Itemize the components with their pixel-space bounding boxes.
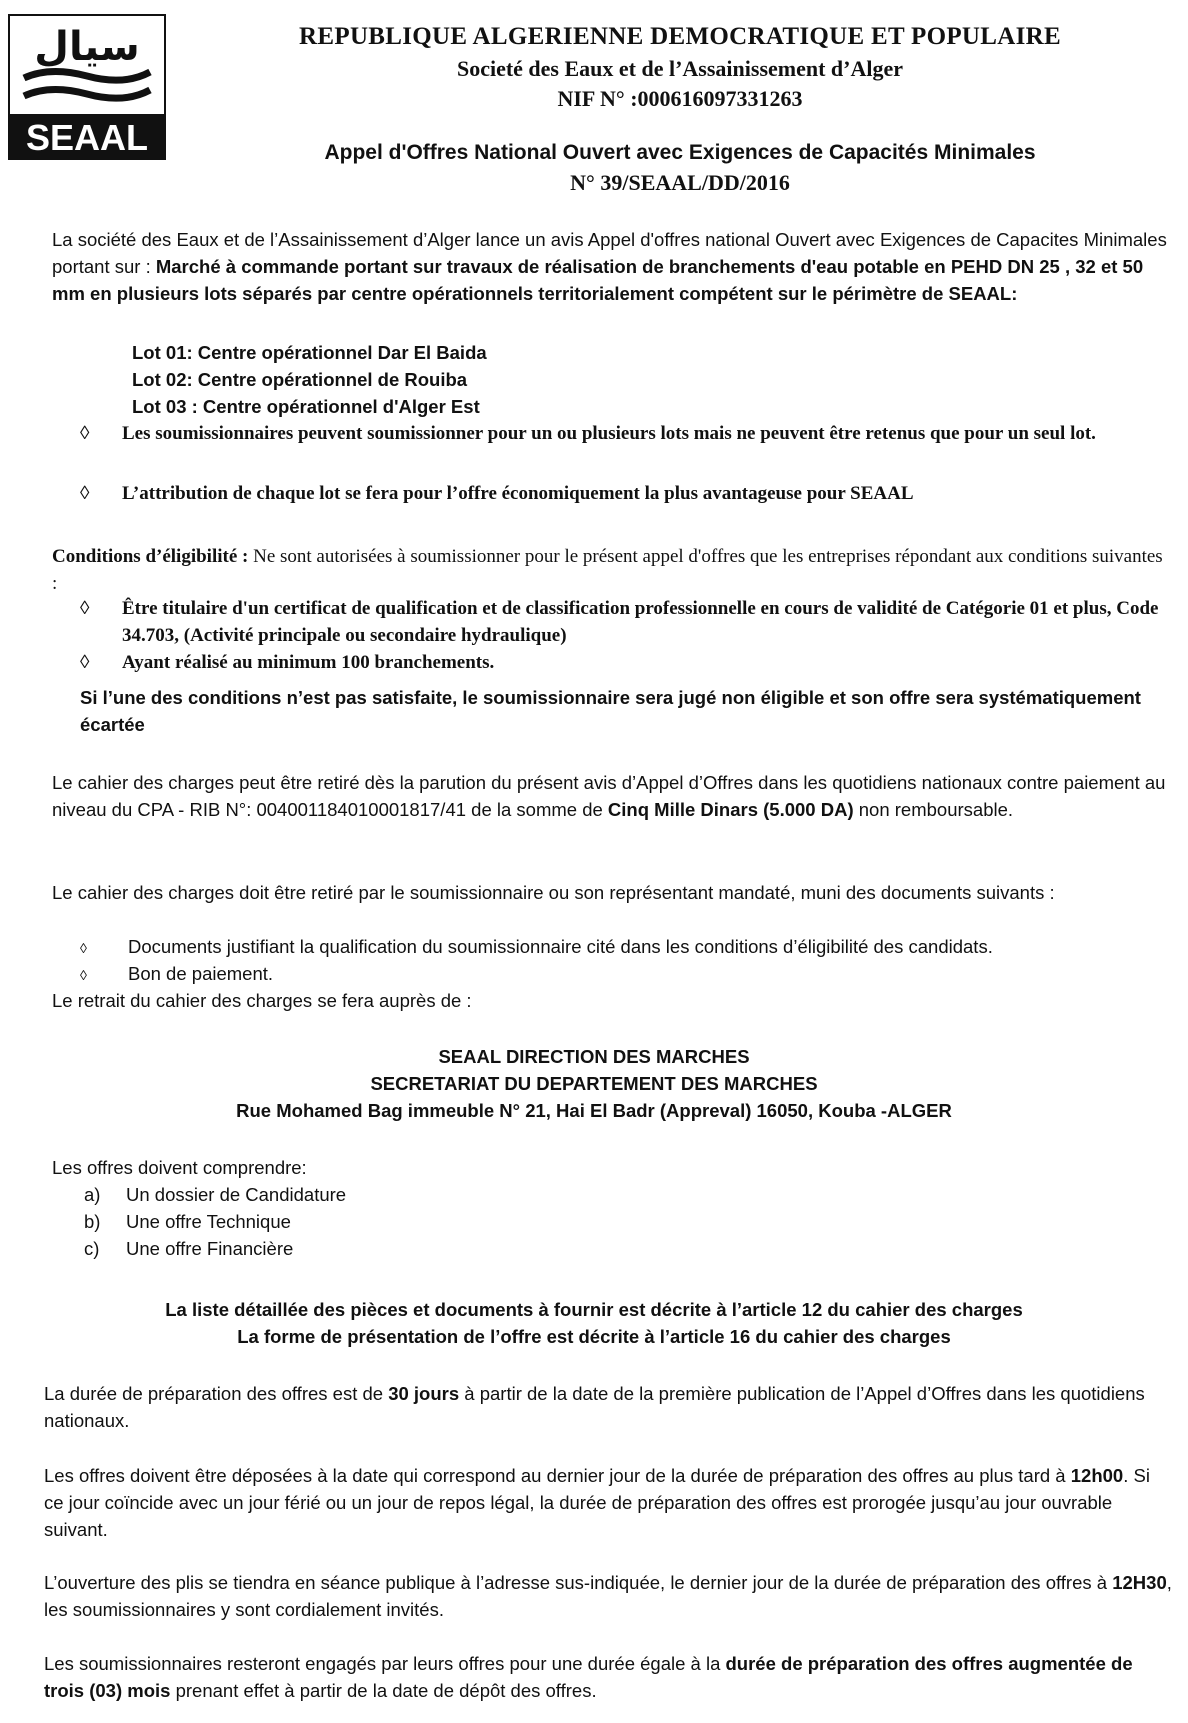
- cahier-amount: Cinq Mille Dinars (5.000 DA): [607, 799, 854, 820]
- cahier-text-end: non remboursable.: [853, 799, 1014, 820]
- company-name: Societé des Eaux et de l’Assainissement d’Alger: [456, 56, 904, 81]
- deposit-text: Les offres doivent être déposées à la date qui correspond au dernier jour de la durée de préparation des offres au plus tard à: [44, 1465, 1071, 1486]
- seaal-logo-graphic: [10, 16, 164, 158]
- intro-subject: Marché à commande portant sur travaux de réalisation de branchements d'eau potable en PEHD DN 25 , 32 et 50 mm en plusieurs lots séparés par centre opérationnels territorialement compétent sur le périmètre de SEAAL:: [52, 256, 1144, 304]
- offer-item: [84, 1235, 293, 1262]
- document-list-text: Documents justifiant la qualification du soumissionnaire cité dans les conditions d’éligibilité des candidats.: [128, 936, 993, 957]
- opening-paragraph: [44, 1569, 1172, 1623]
- eligibility-paragraph: [52, 543, 1172, 597]
- lot-item: Lot 03 : Centre opérationnel d'Alger Est: [132, 396, 480, 417]
- lot-rule-item: [80, 480, 1170, 507]
- eligibility-condition-text: Être titulaire d'un certificat de qualification et de classification professionnelle en cours de validité de Catégorie 01 et plus, Code 34.703, (Activité principale ou secondaire hydraulique): [122, 598, 1159, 646]
- opening-text: L’ouverture des plis se tiendra en séance publique à l’adresse sus-indiquée, le dernier jour de la durée de préparation des offres à: [44, 1572, 1113, 1593]
- offer-item-text: Un dossier de Candidature: [126, 1184, 347, 1205]
- tender-number: N° 39/SEAAL/DD/2016: [570, 170, 790, 195]
- deposit-text-end: . Si ce jour coïncide avec un jour férié ou un jour de repos légal, la durée de préparation des offres est prorogée jusqu’au jour ouvrable suivant.: [44, 1465, 1150, 1540]
- engagement-paragraph: [44, 1650, 1172, 1704]
- cahier-paragraph-3: Le retrait du cahier des charges se fera auprès de :: [52, 990, 472, 1011]
- preparation-text: La durée de préparation des offres est de: [44, 1383, 389, 1404]
- intro-text: La société des Eaux et de l’Assainissement d’Alger lance un avis Appel d'offres national Ouvert avec Exigences de Capacites Minimales portant sur :: [52, 229, 1167, 277]
- diamond-bullet-icon: ◊: [80, 940, 87, 956]
- deposit-time: 12h00: [1070, 1465, 1124, 1486]
- intro-paragraph: [52, 226, 1172, 307]
- nif-number: NIF N° :000616097331263: [557, 86, 803, 111]
- document-list-item: [80, 960, 273, 989]
- offer-item: [84, 1208, 291, 1235]
- opening-text-end: , les soumissionnaires y sont cordialement invités.: [44, 1572, 1172, 1620]
- logo-name-text: SEAAL: [25, 117, 149, 158]
- eligibility-condition: [80, 649, 1170, 676]
- article-note: La liste détaillée des pièces et documents à fournir est décrite à l’article 12 du cahier des charges: [165, 1299, 1023, 1320]
- eligibility-label: Conditions d’éligibilité :: [52, 546, 249, 567]
- address-line: SECRETARIAT DU DEPARTEMENT DES MARCHES: [370, 1073, 818, 1094]
- diamond-bullet-icon: ◊: [80, 483, 90, 504]
- diamond-bullet-icon: ◊: [80, 967, 87, 983]
- engagement-duration: durée de préparation des offres augmentée de trois (03) mois: [44, 1653, 1133, 1701]
- cahier-paragraph-2: Le cahier des charges doit être retiré par le soumissionnaire ou son représentant mandaté, muni des documents suivants :: [52, 882, 1055, 903]
- diamond-bullet-icon: ◊: [80, 598, 90, 619]
- lot-rule-text: Les soumissionnaires peuvent soumissionner pour un ou plusieurs lots mais ne peuvent être retenus que pour un seul lot.: [122, 423, 1096, 444]
- diamond-bullet-icon: ◊: [80, 652, 90, 673]
- document-list-text: Bon de paiement.: [128, 963, 274, 984]
- engagement-text-end: prenant effet à partir de la date de dépôt des offres.: [170, 1680, 597, 1701]
- diamond-bullet-icon: ◊: [80, 423, 90, 444]
- offer-item-key: a): [84, 1184, 101, 1205]
- preparation-text-end: à partir de la date de la première publication de l’Appel d’Offres dans les quotidiens nationaux.: [44, 1383, 1145, 1431]
- eligibility-text: Ne sont autorisées à soumissionner pour le présent appel d'offres que les entreprises répondant aux conditions suivantes :: [52, 546, 1163, 594]
- document-header: [180, 20, 1180, 114]
- preparation-paragraph: [44, 1380, 1172, 1434]
- republic-title: REPUBLIQUE ALGERIENNE DEMOCRATIQUE ET POPULAIRE: [299, 23, 1061, 50]
- address-line: Rue Mohamed Bag immeuble N° 21, Hai El Badr (Appreval) 16050, Kouba -ALGER: [236, 1100, 952, 1121]
- eligibility-condition-text: Ayant réalisé au minimum 100 branchements.: [122, 652, 495, 673]
- address-line: SEAAL DIRECTION DES MARCHES: [438, 1046, 750, 1067]
- seaal-logo: [8, 14, 166, 160]
- offer-item-key: c): [84, 1238, 100, 1259]
- engagement-text: Les soumissionnaires resteront engagés par leurs offres pour une durée égale à la: [44, 1653, 726, 1674]
- offers-intro: Les offres doivent comprendre:: [52, 1157, 307, 1178]
- document-list-item: [80, 933, 993, 962]
- deposit-paragraph: [44, 1462, 1172, 1543]
- cahier-paragraph-1: [52, 769, 1172, 823]
- tender-heading: [180, 138, 1180, 198]
- preparation-days: 30 jours: [388, 1383, 460, 1404]
- offer-item-key: b): [84, 1211, 101, 1232]
- article-note: La forme de présentation de l’offre est décrite à l’article 16 du cahier des charges: [237, 1326, 951, 1347]
- cahier-text: Le cahier des charges peut être retiré dès la parution du présent avis d’Appel d’Offres dans les quotidiens nationaux contre paiement au niveau du CPA - RIB N°: 004001184010001817/41 de la somme de: [52, 772, 1166, 820]
- opening-time: 12H30: [1112, 1572, 1167, 1593]
- lot-rule-item: [80, 420, 1170, 447]
- lot-item: Lot 02: Centre opérationnel de Rouiba: [132, 369, 468, 390]
- offer-item-text: Une offre Technique: [126, 1211, 291, 1232]
- offer-item-text: Une offre Financière: [126, 1238, 294, 1259]
- logo-arabic-text: سيال: [34, 24, 140, 70]
- lot-item: Lot 01: Centre opérationnel Dar El Baida: [132, 342, 487, 363]
- eligibility-warning: Si l’une des conditions n’est pas satisfaite, le soumissionnaire sera jugé non éligible et son offre sera systématiquement écartée: [80, 687, 1141, 735]
- tender-title: Appel d'Offres National Ouvert avec Exigences de Capacités Minimales: [324, 141, 1036, 164]
- lot-rule-text: L’attribution de chaque lot se fera pour l’offre économiquement la plus avantageuse pour SEAAL: [122, 483, 914, 504]
- eligibility-condition: [80, 595, 1170, 649]
- offer-item: [84, 1181, 346, 1208]
